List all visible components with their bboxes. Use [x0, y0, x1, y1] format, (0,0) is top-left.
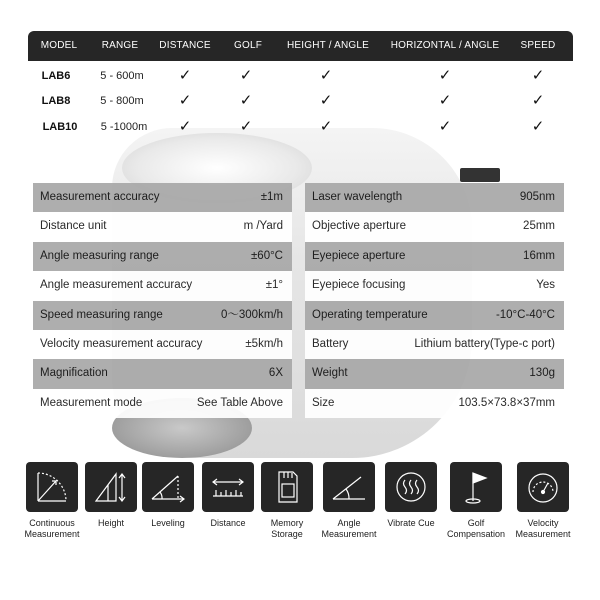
model-name: LAB10 [42, 121, 78, 133]
spec-value: ±5km/h [245, 337, 283, 350]
feature-label: Compensation [446, 528, 506, 539]
spec-row [305, 183, 564, 212]
spec-label: Laser wavelength [312, 191, 403, 203]
height-icon [85, 462, 137, 512]
check-icon: ✓ [178, 92, 192, 109]
spec-table-left [33, 183, 292, 418]
header-model: MODEL [40, 40, 78, 51]
spec-label: Distance unit [40, 220, 107, 233]
model-row-lab8 [28, 90, 573, 112]
check-icon: ✓ [239, 118, 253, 135]
model-name: LAB8 [41, 95, 71, 107]
spec-row [33, 330, 292, 359]
feature-label: Angle [337, 518, 361, 528]
spec-label: Battery [312, 337, 349, 350]
check-icon: ✓ [438, 67, 452, 84]
feature-label: Vibrate Cue [387, 518, 435, 528]
feature-vibrate-cue [376, 462, 446, 529]
spec-value: 25mm [523, 220, 555, 233]
spec-value: ±1m [260, 191, 283, 203]
spec-row [33, 212, 292, 241]
check-icon: ✓ [438, 92, 452, 109]
feature-velocity-measurement [508, 462, 578, 539]
feature-label: Height [97, 518, 124, 528]
spec-label: Objective aperture [312, 220, 406, 233]
model-row-lab10 [28, 116, 573, 138]
velocity-measurement-icon [517, 462, 569, 512]
feature-label: Storage [271, 528, 303, 539]
continuous-measurement-icon [26, 462, 78, 512]
spec-value: m /Yard [243, 220, 283, 233]
feature-label: Measurement [24, 528, 80, 539]
feature-label: Distance [210, 518, 246, 528]
model-range: 5 - 800m [100, 95, 144, 107]
spec-row [33, 183, 292, 212]
header-range: RANGE [101, 40, 139, 51]
spec-row [305, 242, 564, 271]
header-speed: SPEED [520, 40, 556, 51]
spec-label: Magnification [40, 367, 108, 380]
spec-label: Measurement mode [40, 396, 143, 409]
spec-label: Size [312, 396, 335, 409]
check-icon: ✓ [438, 118, 452, 135]
distance-icon [202, 462, 254, 512]
spec-label: Speed measuring range [40, 308, 163, 321]
header-height-angle: HEIGHT / ANGLE [286, 40, 370, 51]
spec-label: Angle measuring range [40, 249, 159, 262]
spec-row [305, 330, 564, 359]
spec-value: ±1° [265, 279, 283, 292]
feature-label: Golf [467, 518, 485, 528]
device-cap [460, 168, 500, 182]
model-range: 5 -1000m [100, 121, 148, 133]
check-icon: ✓ [178, 118, 192, 135]
check-icon: ✓ [239, 67, 253, 84]
header-golf: GOLF [233, 40, 263, 51]
spec-table-right [305, 183, 564, 418]
spec-row [305, 359, 564, 388]
model-range: 5 - 600m [100, 70, 144, 82]
spec-label: Eyepiece aperture [312, 249, 406, 262]
feature-label: Leveling [151, 518, 185, 528]
spec-row [33, 301, 292, 330]
spec-value: 0〜300km/h [220, 308, 283, 321]
feature-golf-compensation [441, 462, 511, 539]
spec-value: 103.5×73.8×37mm [458, 396, 555, 409]
spec-value: 16mm [523, 249, 555, 262]
header-distance: DISTANCE [159, 40, 211, 51]
spec-label: Weight [312, 367, 348, 380]
spec-row [33, 389, 292, 418]
model-table-header [28, 31, 573, 61]
spec-value: -10°C-40°C [495, 308, 555, 321]
spec-value: 6X [268, 367, 283, 380]
spec-label: Operating temperature [312, 308, 428, 321]
spec-value: 130g [529, 367, 555, 380]
check-icon: ✓ [531, 92, 545, 109]
golf-compensation-icon [450, 462, 502, 512]
spec-row [33, 271, 292, 300]
check-icon: ✓ [178, 67, 192, 84]
check-icon: ✓ [531, 67, 545, 84]
feature-label: Measurement [515, 528, 571, 539]
check-icon: ✓ [319, 118, 333, 135]
check-icon: ✓ [239, 92, 253, 109]
spec-value: Lithium battery(Type-c port) [414, 337, 555, 350]
model-row-lab6 [28, 65, 573, 87]
spec-value: See Table Above [196, 396, 283, 409]
spec-row [305, 389, 564, 418]
spec-label: Velocity measurement accuracy [40, 337, 203, 350]
spec-value: Yes [536, 279, 555, 292]
feature-label: Memory [270, 518, 304, 528]
header-horizontal-angle: HORIZONTAL / ANGLE [390, 40, 500, 51]
vibrate-cue-icon [385, 462, 437, 512]
check-icon: ✓ [531, 118, 545, 135]
model-name: LAB6 [41, 70, 71, 82]
spec-value: 905nm [519, 191, 555, 203]
check-icon: ✓ [319, 92, 333, 109]
spec-row [305, 271, 564, 300]
spec-row [305, 301, 564, 330]
memory-storage-icon [261, 462, 313, 512]
angle-measurement-icon [323, 462, 375, 512]
leveling-icon [142, 462, 194, 512]
spec-label: Eyepiece focusing [312, 279, 406, 292]
spec-label: Angle measurement accuracy [40, 279, 193, 292]
spec-value: ±60°C [250, 249, 283, 262]
feature-label: Velocity [527, 518, 559, 528]
check-icon: ✓ [319, 67, 333, 84]
feature-memory-storage [252, 462, 322, 539]
spec-label: Measurement accuracy [40, 191, 160, 203]
spec-row [305, 212, 564, 241]
feature-angle-measurement [314, 462, 384, 539]
spec-row [33, 242, 292, 271]
spec-row [33, 359, 292, 388]
feature-label: Continuous [29, 518, 75, 528]
feature-label: Measurement [321, 528, 377, 539]
